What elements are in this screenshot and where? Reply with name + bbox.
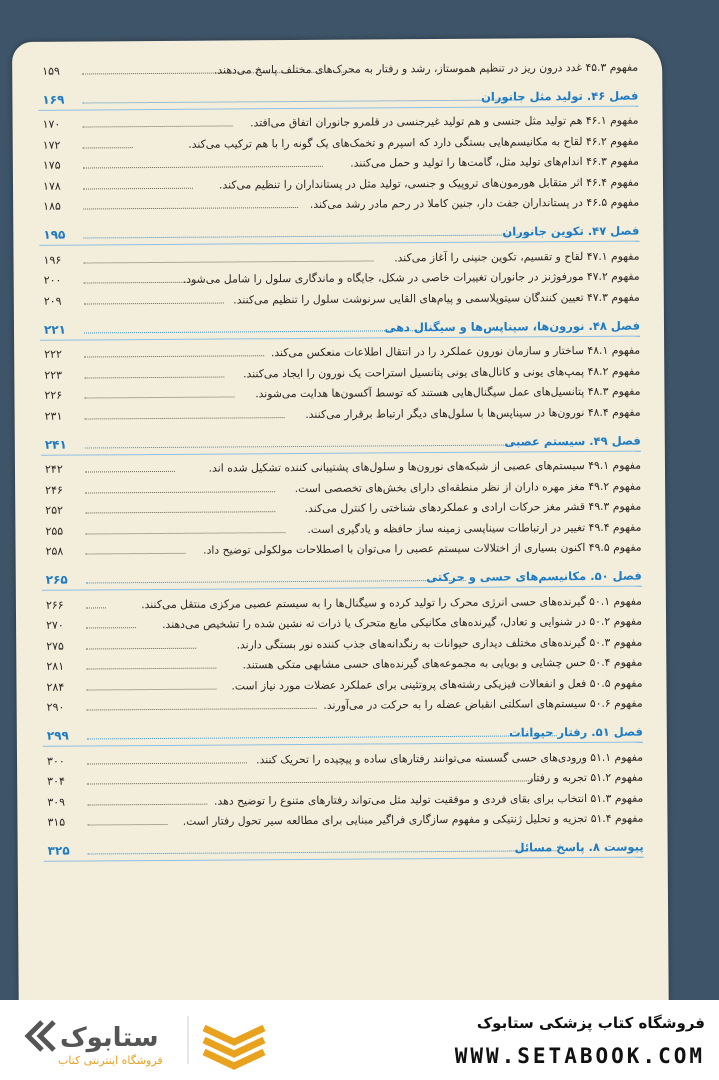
toc-page-number: ۲۹۰ bbox=[46, 700, 65, 714]
toc-page-number: ۱۷۰ bbox=[42, 117, 61, 131]
toc-leader-dots bbox=[85, 471, 175, 473]
toc-leader-dots bbox=[86, 647, 196, 649]
toc-leader-dots bbox=[84, 355, 264, 357]
toc-page-number: ۲۲۳ bbox=[44, 368, 63, 382]
toc-page-number: ۲۵۲ bbox=[45, 503, 64, 517]
toc-page-number: ۱۹۵ bbox=[43, 227, 66, 242]
concept-title: مفهوم ۴۹.۱ سیستم‌های عصبی از شبکه‌های نورون‌ها و سلول‌های پشتیبانی کننده تشکیل شده اند. bbox=[208, 458, 642, 475]
concept-title: مفهوم ۴۷.۳ تعیین کنندگان سیتوپلاسمی و پیام‌های القایی سرنوشت سلول را تنظیم می‌کنند. bbox=[233, 290, 640, 306]
toc-entry bbox=[41, 536, 641, 561]
concept-title: مفهوم ۴۸.۱ ساختار و سازمان نورون عملکرد را در انتقال اطلاعات منعکس می‌کند. bbox=[270, 343, 641, 360]
concept-title: مفهوم ۵۱.۴ تجزیه و تحلیل ژنتیکی و مفهوم سازگاری فراگیر مبنایی برای مطالعه سیر تحول رفتار است. bbox=[182, 811, 644, 828]
toc-leader-dots bbox=[82, 99, 522, 103]
toc-chapter-heading bbox=[44, 831, 644, 861]
concept-title: مفهوم ۴۸.۳ پتانسیل‌های عمل سیگنال‌هایی هستند که توسط آکسون‌ها هدایت می‌شوند. bbox=[255, 384, 641, 401]
toc-leader-dots bbox=[87, 780, 537, 784]
toc-page-number: ۲۳۱ bbox=[44, 409, 63, 423]
toc-page-number: ۱۶۹ bbox=[42, 92, 65, 107]
shop-website[interactable]: WWW.SETABOOK.COM bbox=[454, 1044, 705, 1068]
shop-name: فروشگاه کتاب پزشکی ستابوک bbox=[476, 1014, 705, 1032]
setabook-logo bbox=[20, 1010, 280, 1070]
concept-title: مفهوم ۵۰.۲ در شنوایی و تعادل، گیرنده‌های مکانیکی مایع متحرک یا ذرات ته نشین شده را تشخیص می‌دهند. bbox=[162, 614, 643, 631]
chapter-title: فصل ۴۸. نورون‌ها، سیناپس‌ها و سیگنال دهی bbox=[384, 318, 641, 334]
toc-page-number: ۱۹۶ bbox=[43, 253, 62, 267]
toc-page-number: ۲۷۵ bbox=[46, 639, 64, 653]
chapter-title: فصل ۵۰. مکانیسم‌های حسی و حرکتی bbox=[426, 568, 642, 585]
concept-title: مفهوم ۴۹.۴ تغییر در ارتباطات سیناپسی زمینه ساز حافظه و یادگیری است. bbox=[307, 520, 642, 536]
concept-title: مفهوم ۵۱.۲ تجربه و رفتار bbox=[527, 770, 644, 785]
toc-leader-dots bbox=[84, 396, 234, 398]
toc-page-number: ۳۰۹ bbox=[47, 795, 66, 809]
toc-page-number: ۱۷۲ bbox=[42, 138, 61, 152]
concept-title: مفهوم ۴۵.۳ غدد درون ریز در تنظیم هموستاز، رشد و رفتار به محرک‌های مختلف پاسخ می‌دهند. bbox=[213, 60, 639, 77]
toc-leader-dots bbox=[87, 688, 217, 690]
toc-leader-dots bbox=[83, 166, 323, 169]
toc-page-number: ۳۲۵ bbox=[47, 843, 70, 858]
toc-page-number: ۲۸۱ bbox=[46, 659, 65, 673]
toc-page-number: ۳۱۵ bbox=[47, 815, 66, 829]
concept-title: مفهوم ۴۷.۱ لقاح و تقسیم، تکوین جنینی را آغاز می‌کند. bbox=[394, 249, 640, 264]
toc-page-number: ۲۰۰ bbox=[43, 273, 62, 287]
concept-title: مفهوم ۴۶.۵ در پستانداران جفت دار، جنین کاملا در رحم مادر رشد می‌کند. bbox=[309, 195, 640, 211]
toc-page-number: ۲۶۶ bbox=[45, 598, 64, 612]
concept-title: مفهوم ۵۰.۴ حس چشایی و بویایی به مجموعه‌های گیرنده‌های حسی مشابهی متکی هستند. bbox=[242, 655, 643, 672]
toc-leader-dots bbox=[85, 491, 275, 493]
chapter-title: فصل ۴۹. سیستم عصبی bbox=[504, 433, 641, 449]
concept-title: مفهوم ۴۹.۳ قشر مغز حرکات ارادی و عملکردهای شناختی را کنترل می‌کند. bbox=[304, 499, 642, 515]
concept-title: مفهوم ۵۱.۳ انتخاب برای بقای فردی و موفقیت تولید مثل می‌تواند رفتارهای متنوع را توضیح دهد. bbox=[213, 791, 644, 808]
toc-page-number: ۲۸۴ bbox=[46, 680, 65, 694]
chapter-title: فصل ۵۱. رفتار حیوانات bbox=[509, 724, 643, 740]
concept-title: مفهوم ۵۰.۱ گیرنده‌های حسی انرژی محرک را تولید کرده و سیگنال‌ها را به سیستم عصبی مرکزی منتقل می‌کنند. bbox=[141, 594, 642, 611]
book-page bbox=[12, 37, 669, 1000]
toc-page-number: ۲۵۸ bbox=[45, 544, 64, 558]
toc-leader-dots bbox=[83, 187, 193, 189]
toc-entry bbox=[40, 286, 640, 311]
toc-page-number: ۲۴۱ bbox=[44, 437, 67, 452]
concept-title: مفهوم ۴۶.۱ هم تولید مثل جنسی و هم تولید غیرجنسی در قلمرو جانوران اتفاق می‌افتد. bbox=[250, 113, 639, 130]
concept-title: مفهوم ۴۸.۴ نورون‌ها در سیناپس‌ها با سلول‌های دیگر ارتباط برقرار می‌کنند. bbox=[305, 405, 641, 421]
toc-chapter-heading bbox=[38, 79, 638, 109]
concept-title: مفهوم ۵۰.۶ سیستم‌های اسکلتی انقباض عضله را به حرکت در می‌آورند. bbox=[323, 696, 643, 712]
toc-leader-dots bbox=[86, 668, 216, 670]
concept-title: مفهوم ۴۶.۳ اندام‌های تولید مثل، گامت‌ها را تولید و حمل می‌کنند. bbox=[350, 154, 639, 170]
concept-title: مفهوم ۴۷.۲ مورفوژنز در جانوران تغییرات خاصی در شکل، جایگاه و ماندگاری سلول را شامل می‌شود. bbox=[182, 269, 640, 286]
chapter-title: پیوست ۸. پاسخ مسائل bbox=[514, 839, 644, 855]
toc-entry bbox=[39, 191, 639, 216]
logo-wordmark: ستابوک bbox=[60, 1023, 159, 1053]
toc-page-number: ۳۰۴ bbox=[47, 774, 65, 788]
toc-entry bbox=[41, 401, 641, 426]
toc-leader-dots bbox=[84, 302, 224, 304]
toc-chapter-heading bbox=[39, 215, 639, 245]
logo-subtitle: فروشگاه اینترنتی کتاب bbox=[58, 1054, 163, 1067]
toc-leader-dots bbox=[84, 376, 224, 378]
concept-title: مفهوم ۵۰.۵ فعل و انفعالات فیزیکی رشته‌های پروتئینی برای عملکرد عضلات مورد نیاز است. bbox=[231, 676, 643, 692]
toc-leader-dots bbox=[85, 532, 285, 534]
chapter-title: فصل ۴۶. تولید مثل جانوران bbox=[480, 88, 639, 104]
toc-page-number: ۱۵۹ bbox=[42, 64, 60, 78]
toc-page-number: ۱۸۵ bbox=[43, 199, 61, 213]
toc-leader-dots bbox=[86, 607, 106, 608]
toc-leader-dots bbox=[85, 511, 275, 513]
toc-leader-dots bbox=[87, 708, 317, 711]
toc-page-number: ۲۷۰ bbox=[46, 618, 64, 632]
toc-page-number: ۱۷۵ bbox=[42, 158, 61, 172]
concept-title: مفهوم ۴۸.۲ پمپ‌های یونی و کانال‌های یونی پتانسیل استراحت یک نورون را ایجاد می‌کنند. bbox=[243, 364, 641, 380]
shop-banner bbox=[0, 1000, 719, 1080]
toc-page-number: ۲۹۹ bbox=[46, 728, 69, 743]
toc-page-number: ۲۲۲ bbox=[44, 347, 62, 361]
concept-title: مفهوم ۴۹.۵ اکنون بسیاری از اختلالات سیستم عصبی را می‌توان با اصطلاحات مولکولی توضیح داد. bbox=[203, 540, 642, 557]
toc-leader-dots bbox=[88, 850, 558, 854]
toc-entry bbox=[43, 807, 643, 832]
toc-leader-dots bbox=[83, 147, 133, 148]
toc-entry bbox=[38, 56, 638, 81]
logo-chevrons-icon bbox=[28, 1022, 54, 1050]
toc-leader-dots bbox=[87, 762, 247, 764]
toc-leader-dots bbox=[86, 627, 136, 628]
concept-title: مفهوم ۵۱.۱ ورودی‌های حسی گسسته می‌توانند رفتارهای ساده و پیچیده را تحریک کنند. bbox=[256, 750, 644, 766]
toc-leader-dots bbox=[84, 260, 374, 263]
table-of-contents bbox=[38, 56, 644, 865]
toc-page-number: ۲۶۵ bbox=[45, 572, 68, 587]
toc-page-number: ۲۲۱ bbox=[43, 322, 67, 337]
toc-leader-dots bbox=[84, 282, 194, 284]
toc-chapter-heading bbox=[42, 560, 642, 590]
toc-leader-dots bbox=[87, 803, 207, 805]
chapter-title: فصل ۴۷. تکوین جانوران bbox=[502, 223, 640, 239]
toc-leader-dots bbox=[85, 444, 530, 448]
toc-chapter-heading bbox=[40, 309, 640, 339]
toc-chapter-heading bbox=[41, 424, 641, 454]
toc-leader-dots bbox=[85, 417, 285, 419]
concept-title: مفهوم ۴۶.۴ اثر متقابل هورمون‌های تروپیک و جنسی، تولید مثل در پستانداران را تنظیم می‌کند. bbox=[218, 175, 640, 192]
toc-page-number: ۲۰۹ bbox=[43, 294, 62, 308]
toc-page-number: ۳۰۰ bbox=[46, 754, 65, 768]
concept-title: مفهوم ۴۹.۲ مغز مهره داران از نظر منطقه‌ای دارای بخش‌های تخصصی است. bbox=[294, 479, 642, 495]
toc-chapter-heading bbox=[43, 716, 643, 746]
toc-page-number: ۲۲۶ bbox=[44, 388, 63, 402]
toc-leader-dots bbox=[83, 207, 298, 210]
toc-leader-dots bbox=[87, 824, 167, 826]
toc-leader-dots bbox=[84, 330, 429, 333]
toc-leader-dots bbox=[83, 234, 528, 238]
toc-leader-dots bbox=[87, 735, 557, 739]
toc-entry bbox=[43, 692, 643, 717]
toc-page-number: ۱۷۸ bbox=[42, 179, 61, 193]
toc-page-number: ۲۴۶ bbox=[45, 483, 63, 497]
toc-page-number: ۲۵۵ bbox=[45, 524, 64, 538]
toc-page-number: ۲۴۲ bbox=[44, 462, 63, 476]
toc-leader-dots bbox=[83, 125, 233, 127]
toc-leader-dots bbox=[86, 553, 186, 555]
logo-stacked-books-icon bbox=[204, 1028, 264, 1066]
toc-leader-dots bbox=[86, 580, 466, 584]
concept-title: مفهوم ۴۶.۲ لقاح به مکانیسم‌هایی بستگی دارد که اسپرم و تخمک‌های یک گونه را با هم ترکیب می‌کند. bbox=[188, 134, 639, 151]
concept-title: مفهوم ۵۰.۳ گیرنده‌های مختلف دیداری حیوانات به رنگدانه‌های جذب کننده نور بستگی دارند. bbox=[236, 635, 643, 651]
